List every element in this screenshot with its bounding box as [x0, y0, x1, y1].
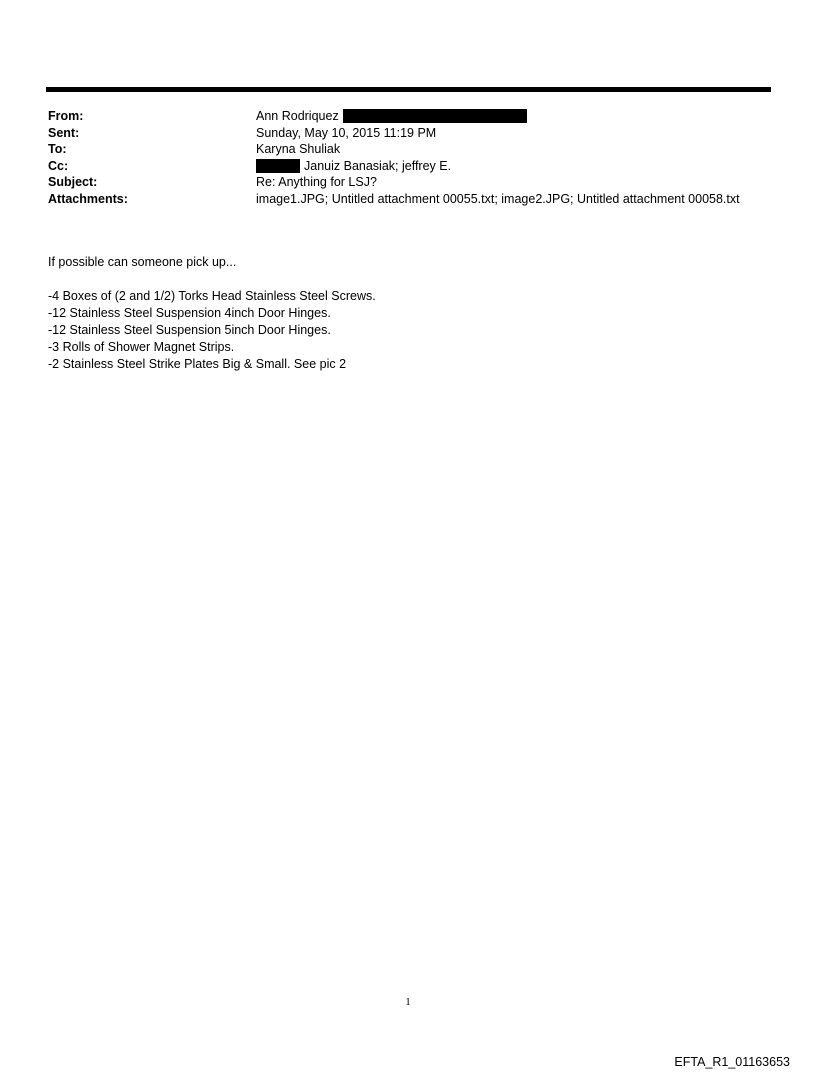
email-header [48, 108, 778, 207]
cc-row [48, 158, 778, 175]
attachments-label: Attachments: [48, 191, 128, 206]
cc-names: Januiz Banasiak; jeffrey E. [304, 158, 452, 173]
page-number: 1 [405, 996, 411, 1008]
item-list [48, 288, 376, 373]
cc-value [256, 159, 451, 173]
to-row [48, 141, 778, 158]
redaction-box [256, 159, 300, 173]
from-value [256, 109, 527, 123]
document-id: EFTA_R1_01163653 [674, 1055, 790, 1069]
sent-label: Sent: [48, 125, 80, 140]
list-item: -4 Boxes of (2 and 1/2) Torks Head Stainless Steel Screws. [48, 289, 376, 303]
attachments-row [48, 191, 778, 208]
cc-label: Cc: [48, 158, 69, 173]
subject-label: Subject: [48, 175, 98, 190]
email-body [48, 254, 376, 373]
list-item: -2 Stainless Steel Strike Plates Big & Small. See pic 2 [48, 357, 347, 371]
redaction-box [343, 109, 527, 123]
to-label: To: [48, 142, 67, 157]
greeting-line: If possible can someone pick up... [48, 255, 237, 269]
from-label: From: [48, 109, 84, 124]
list-item: -12 Stainless Steel Suspension 5inch Door Hinges. [48, 323, 331, 337]
header-divider [46, 87, 771, 92]
list-item: -12 Stainless Steel Suspension 4inch Door Hinges. [48, 306, 331, 320]
to-value: Karyna Shuliak [256, 142, 341, 157]
subject-value: Re: Anything for LSJ? [256, 175, 377, 190]
from-row [48, 108, 778, 125]
subject-row [48, 174, 778, 191]
list-item: -3 Rolls of Shower Magnet Strips. [48, 340, 235, 354]
sent-row [48, 125, 778, 142]
sent-value: Sunday, May 10, 2015 11:19 PM [256, 125, 437, 140]
from-name: Ann Rodriquez [256, 109, 339, 124]
attachments-value: image1.JPG; Untitled attachment 00055.txt; image2.JPG; Untitled attachment 00058.txt [256, 191, 740, 206]
